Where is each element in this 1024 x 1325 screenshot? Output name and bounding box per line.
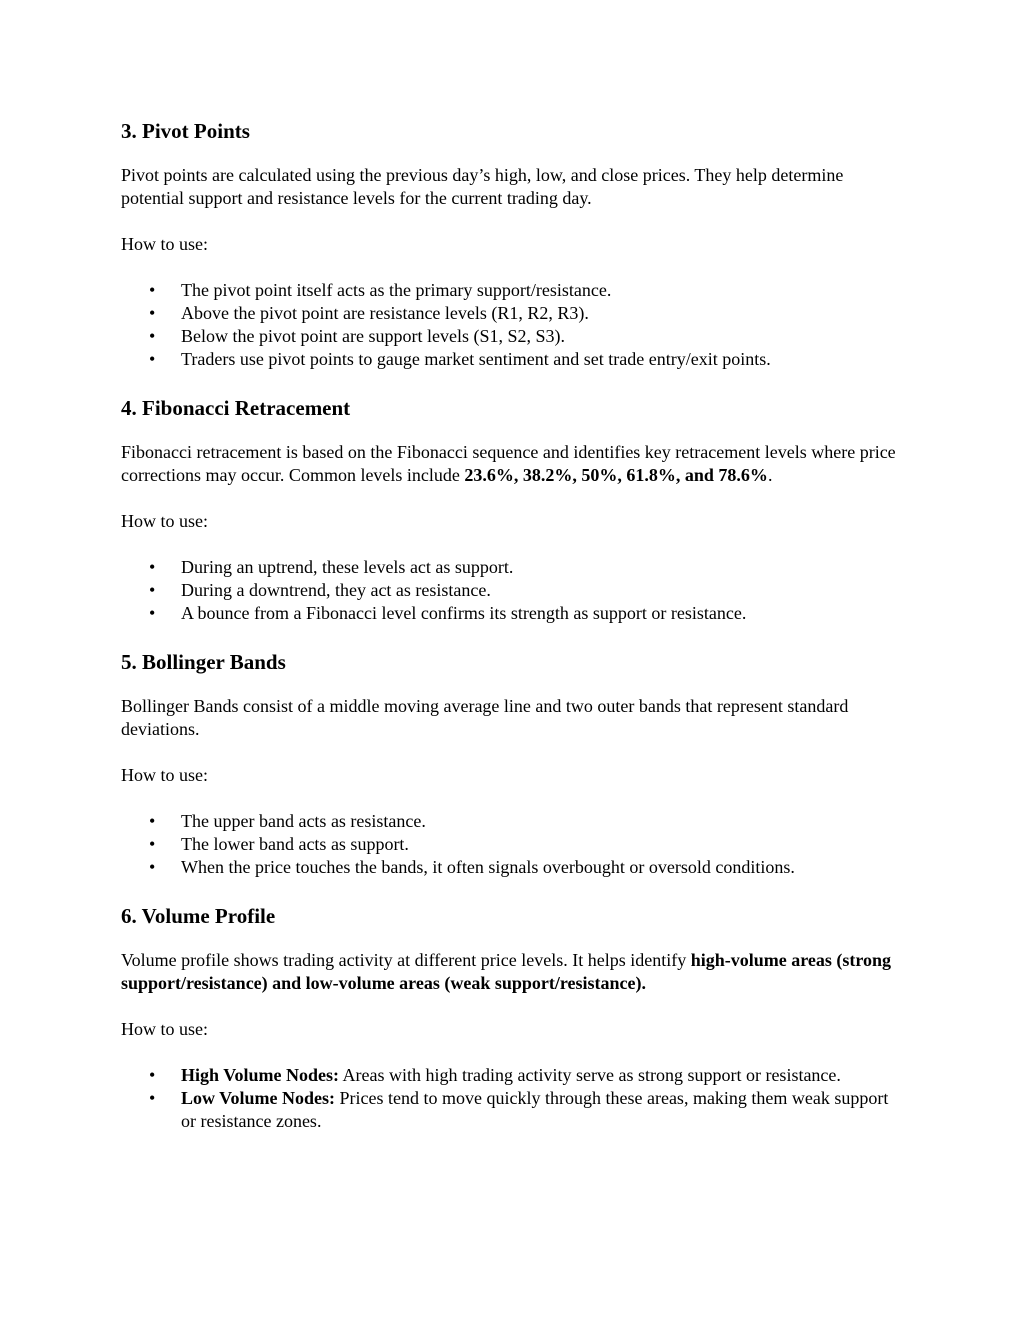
how-to-use-label: How to use: — [121, 511, 208, 531]
list-item: • When the price touches the bands, it often signals overbought or oversold conditions. — [181, 856, 901, 879]
list-item: • Above the pivot point are resistance levels (R1, R2, R3). — [181, 302, 901, 325]
how-to-use-label: How to use: — [121, 1019, 208, 1039]
section-pivot-points — [121, 117, 901, 371]
section-description — [121, 949, 901, 995]
list-item: • The lower band acts as support. — [181, 833, 901, 856]
list-item-text: Prices tend to move quickly through these areas, making them weak support or resistance zones. — [181, 1088, 889, 1131]
bullet-list — [121, 810, 901, 879]
section-heading: 6. Volume Profile — [121, 904, 276, 928]
bullet-list — [121, 279, 901, 371]
description-text: Volume profile shows trading activity at different price levels. It helps identify — [121, 950, 691, 970]
description-text: Fibonacci retracement is based on the Fibonacci sequence and identifies key retracement levels where price corrections may occur. Common levels include — [121, 442, 896, 485]
list-item-label: Low Volume Nodes: — [181, 1088, 336, 1108]
how-to-use-label: How to use: — [121, 765, 208, 785]
list-item-label: High Volume Nodes: — [181, 1065, 340, 1085]
description-end: . — [767, 465, 773, 485]
description-bold-text: high-volume areas (strong support/resistance) and low-volume areas (weak support/resistance). — [121, 950, 892, 993]
how-to-use-label: How to use: — [121, 234, 208, 254]
list-item: • A bounce from a Fibonacci level confirms its strength as support or resistance. — [181, 602, 901, 625]
section-volume-profile — [121, 902, 901, 1133]
section-description: Bollinger Bands consist of a middle moving average line and two outer bands that represent standard deviations. — [121, 696, 849, 739]
list-item-text: Areas with high trading activity serve as strong support or resistance. — [339, 1065, 841, 1085]
section-heading: 4. Fibonacci Retracement — [121, 396, 351, 420]
list-item: • The pivot point itself acts as the primary support/resistance. — [181, 279, 901, 302]
section-heading: 5. Bollinger Bands — [121, 650, 286, 674]
list-item: • During a downtrend, they act as resistance. — [181, 579, 901, 602]
section-heading: 3. Pivot Points — [121, 119, 250, 143]
bullet-list — [121, 1064, 901, 1133]
section-fibonacci-retracement — [121, 394, 901, 625]
list-item: • Below the pivot point are support levels (S1, S2, S3). — [181, 325, 901, 348]
section-bollinger-bands — [121, 648, 901, 879]
description-bold-text: 23.6%, 38.2%, 50%, 61.8%, and 78.6% — [464, 465, 768, 485]
list-item — [181, 1064, 901, 1087]
document-page — [121, 117, 901, 1156]
list-item: • The upper band acts as resistance. — [181, 810, 901, 833]
section-description: Pivot points are calculated using the previous day’s high, low, and close prices. They help determine potential support and resistance levels for the current trading day. — [121, 165, 844, 208]
list-item: • During an uptrend, these levels act as support. — [181, 556, 901, 579]
list-item: • Traders use pivot points to gauge market sentiment and set trade entry/exit points. — [181, 348, 901, 371]
bullet-list — [121, 556, 901, 625]
list-item — [181, 1087, 901, 1133]
section-description — [121, 441, 901, 487]
